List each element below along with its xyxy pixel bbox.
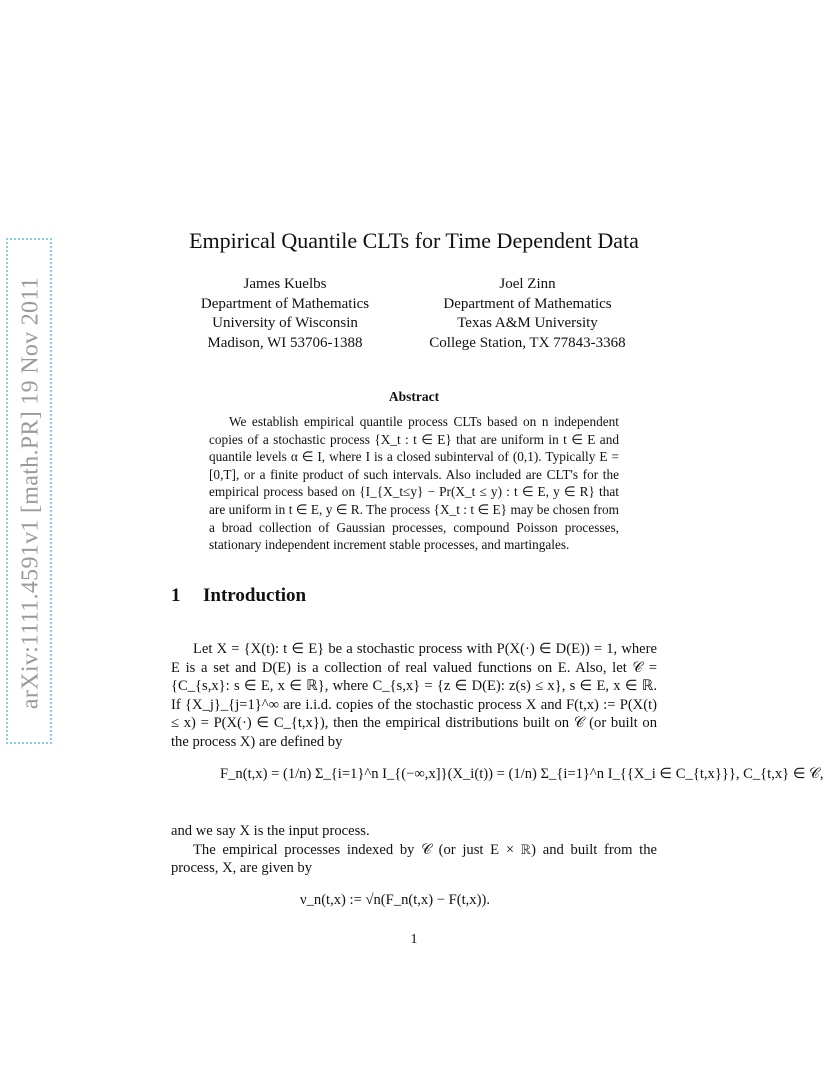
author-block-1: [180, 275, 390, 353]
page-number: 1: [410, 932, 418, 947]
author-name: James Kuelbs: [243, 276, 327, 292]
arxiv-stamp-frame: [6, 238, 52, 744]
paragraph-2b-text: The empirical processes indexed by 𝒞 (or just E × ℝ) and built from the process, X, are given by: [171, 841, 657, 877]
paragraph-1-text: Let X = {X(t): t ∈ E} be a stochastic process with P(X(·) ∈ D(E)) = 1, where E is a set and D(E) is a collection of real valued functions on E. Also, let 𝒞 = {C_{s,x}: s ∈ E, x ∈ ℝ}, where C_{s,x} = {z ∈ D(E): z(s) ≤ x}, s ∈ E, x ∈ ℝ. If {X_j}_{j=1}^∞ are i.i.d. copies of the stochastic process X and F(t,x) := P(X(t) ≤ x) = P(X(·) ∈ C_{t,x}), then the empirical distributions built on 𝒞 (or built on the process X) are defined by: [171, 641, 657, 750]
paper-title: Empirical Quantile CLTs for Time Dependent Data: [189, 228, 639, 253]
author-dept: Department of Mathematics: [443, 295, 612, 312]
equation-1: F_n(t,x) = (1/n) Σ_{i=1}^n I_{(−∞,x]}(X_i(t)) = (1/n) Σ_{i=1}^n I_{{X_i ∈ C_{t,x}}}, C_{t,x} ∈ 𝒞,: [220, 766, 824, 782]
author-block-2: [410, 275, 645, 353]
author-name: Joel Zinn: [499, 276, 556, 292]
section-heading: [171, 585, 306, 607]
author-address: College Station, TX 77843-3368: [429, 334, 626, 351]
author-address: Madison, WI 53706-1388: [207, 334, 363, 351]
equation-2: ν_n(t,x) := √n(F_n(t,x) − F(t,x)).: [300, 892, 490, 908]
abstract: [209, 413, 619, 554]
arxiv-stamp: arXiv:1111.4591v1 [math.PR] 19 Nov 2011: [17, 276, 44, 710]
paragraph-2: [171, 822, 657, 878]
author-univ: Texas A&M University: [457, 315, 598, 331]
paragraph-2a-text: and we say X is the input process.: [171, 823, 370, 839]
abstract-heading: Abstract: [388, 389, 440, 404]
author-dept: Department of Mathematics: [200, 295, 370, 312]
abstract-text: We establish empirical quantile process CLTs based on n independent copies of a stochastic process {X_t : t ∈ E} that are uniform in t ∈ E and quantile levels α ∈ I, where I is a closed subinterval of (0,1). Typically E = [0,T], or a finite product of such intervals. Also included are CLT's for the empirical process based on {I_{X_t≤y} − Pr(X_t ≤ y) : t ∈ E, y ∈ R} that are uniform in t ∈ E, y ∈ R. The process {X_t : t ∈ E} may be chosen from a broad collection of Gaussian processes, compound Poisson processes, stationary independent increment stable processes, and martingales.: [209, 414, 619, 553]
author-univ: University of Wisconsin: [212, 315, 358, 331]
section-title: Introduction: [203, 585, 307, 606]
section-number: 1: [171, 585, 181, 606]
paragraph-1: [171, 640, 657, 752]
